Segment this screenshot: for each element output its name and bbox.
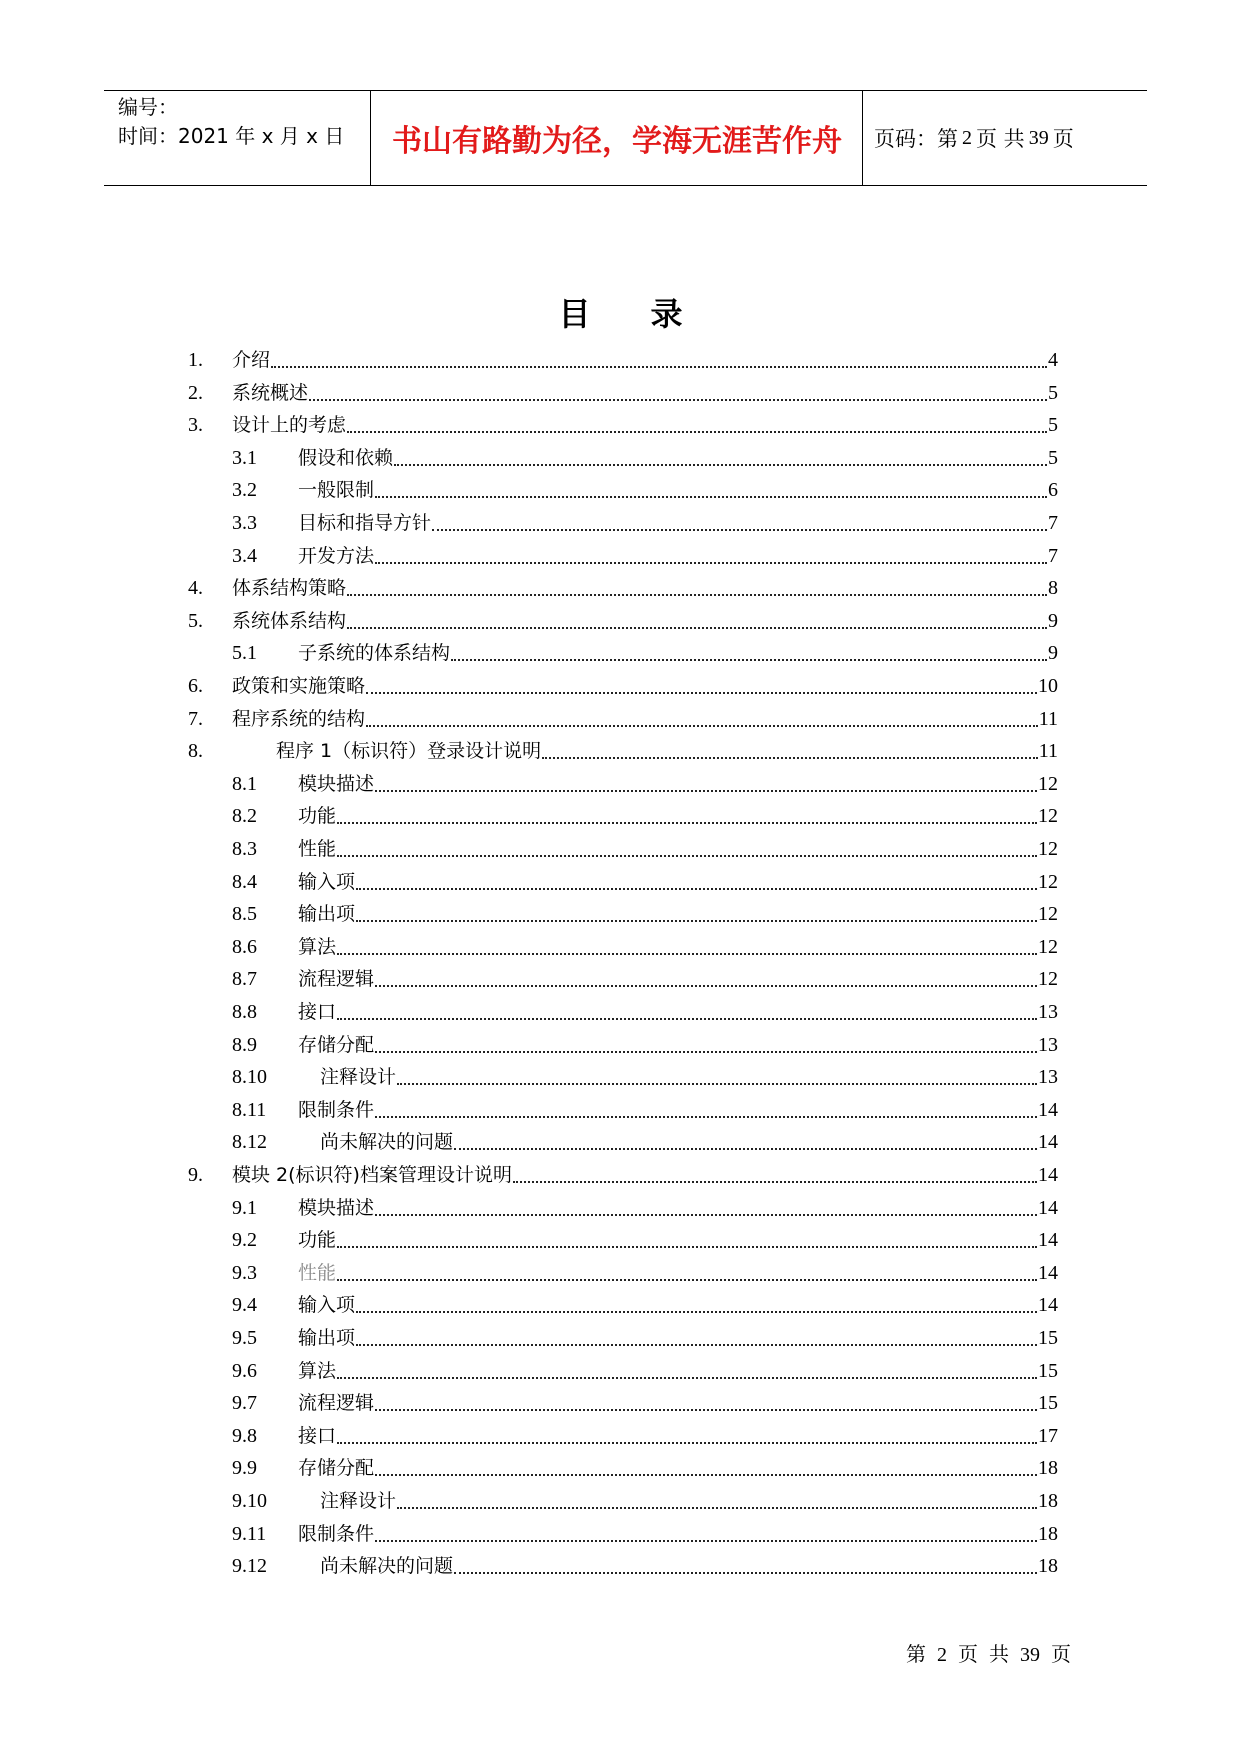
toc-row	[0, 474, 1241, 506]
toc-entry-title: 输入项	[298, 1294, 356, 1317]
toc-entry-page: 13	[1038, 1033, 1058, 1056]
toc-leader-dots	[454, 1572, 1037, 1574]
toc-entry-title: 尚未解决的问题	[320, 1555, 454, 1578]
toc-entry-page: 14	[1038, 1164, 1058, 1186]
toc-entry-link[interactable]	[298, 768, 1058, 800]
toc-row	[0, 768, 1241, 800]
toc-entry-number: 4.	[188, 577, 203, 600]
toc-entry-link[interactable]	[232, 377, 1058, 409]
toc-entry-link[interactable]	[298, 1322, 1058, 1354]
toc-entry-page: 15	[1038, 1392, 1058, 1415]
toc-entry-page: 12	[1038, 903, 1058, 926]
toc-entry-link[interactable]	[320, 1550, 1058, 1582]
toc-entry-number: 9.1	[232, 1196, 257, 1219]
header-page-number	[874, 91, 1074, 185]
toc-entry-number: 9.9	[232, 1457, 257, 1480]
toc-row	[0, 1192, 1241, 1224]
toc-entry-title: 尚未解决的问题	[320, 1131, 454, 1154]
toc-entry-page: 7	[1048, 544, 1058, 567]
toc-entry-link[interactable]	[298, 1289, 1058, 1321]
toc-title: 目录	[558, 295, 743, 333]
toc-entry-link[interactable]	[298, 1192, 1058, 1224]
toc-row	[0, 1550, 1241, 1582]
toc-entry-title: 介绍	[232, 349, 271, 371]
toc-entry-number: 9.2	[232, 1229, 257, 1252]
toc-row	[0, 507, 1241, 539]
toc-entry-link[interactable]	[298, 963, 1058, 995]
toc-entry-number: 8.11	[232, 1098, 267, 1121]
toc-row	[0, 409, 1241, 441]
toc-entry-link[interactable]	[298, 1518, 1058, 1550]
toc-row	[0, 1289, 1241, 1321]
toc-row	[0, 703, 1241, 735]
toc-row	[0, 637, 1241, 669]
toc-row	[0, 1257, 1241, 1289]
toc-entry-link[interactable]	[298, 1355, 1058, 1387]
toc-entry-link[interactable]	[232, 409, 1058, 441]
toc-row	[0, 1355, 1241, 1387]
toc-entry-number: 9.7	[232, 1392, 257, 1415]
toc-entry-title: 输出项	[298, 1327, 356, 1349]
toc-entry-page: 14	[1038, 1196, 1058, 1219]
toc-leader-dots	[432, 529, 1047, 531]
toc-row	[0, 996, 1241, 1028]
toc-entry-title: 输出项	[298, 903, 356, 926]
toc-leader-dots	[366, 692, 1037, 694]
toc-entry-link[interactable]	[298, 996, 1058, 1028]
toc-leader-dots	[347, 431, 1047, 433]
toc-row	[0, 1485, 1241, 1517]
toc-entry-number: 1.	[188, 349, 203, 371]
toc-entry-page: 10	[1038, 675, 1058, 697]
toc-row	[0, 866, 1241, 898]
toc-entry-page: 12	[1038, 935, 1058, 958]
toc-entry-number: 8.5	[232, 903, 257, 926]
toc-entry-title: 模块描述	[298, 772, 375, 795]
toc-leader-dots	[337, 1246, 1037, 1248]
toc-leader-dots	[356, 1311, 1037, 1313]
toc-row	[0, 442, 1241, 474]
toc-entry-link[interactable]	[298, 800, 1058, 832]
toc-entry-page: 15	[1038, 1327, 1058, 1349]
toc-leader-dots	[375, 562, 1047, 564]
toc-entry-number: 8.2	[232, 805, 257, 828]
toc-leader-dots	[337, 822, 1037, 824]
toc-entry-link[interactable]	[232, 703, 1058, 735]
toc-row	[0, 800, 1241, 832]
toc-row	[0, 898, 1241, 930]
toc-entry-number: 9.6	[232, 1359, 257, 1382]
toc-entry-link[interactable]	[298, 833, 1058, 865]
toc-row	[0, 572, 1241, 604]
toc-row	[0, 1061, 1241, 1093]
toc-entry-title: 功能	[298, 1229, 337, 1252]
toc-entry-page: 17	[1038, 1424, 1058, 1447]
toc-entry-page: 13	[1038, 1066, 1058, 1089]
toc-entry-number: 9.3	[232, 1261, 257, 1284]
toc-entry-link[interactable]	[320, 1126, 1058, 1158]
toc-entry-link[interactable]	[232, 670, 1058, 702]
toc-entry-page: 13	[1038, 1001, 1058, 1023]
toc-row	[0, 1518, 1241, 1550]
toc-entry-page: 9	[1048, 609, 1058, 632]
toc-entry-link[interactable]	[298, 931, 1058, 963]
toc-entry-title: 假设和依赖	[298, 446, 394, 469]
page-footer: 第 2 页 共 39 页	[906, 1644, 1071, 1666]
toc-entry-title: 目标和指导方针	[298, 512, 432, 534]
toc-entry-number: 9.4	[232, 1294, 257, 1317]
toc-entry-number: 8.7	[232, 968, 257, 991]
toc-leader-dots	[347, 594, 1047, 596]
page-prefix: 页码：第	[874, 127, 958, 151]
toc-entry-link[interactable]	[320, 1485, 1058, 1517]
toc-entry-page: 14	[1038, 1229, 1058, 1252]
toc-row	[0, 1126, 1241, 1158]
toc-entry-title: 注释设计	[320, 1490, 397, 1512]
toc-entry-page: 11	[1038, 740, 1058, 763]
toc-entry-title: 设计上的考虑	[232, 414, 347, 437]
toc-leader-dots	[451, 659, 1047, 661]
toc-row	[0, 1159, 1241, 1191]
toc-row	[0, 1029, 1241, 1061]
toc-entry-number: 8.8	[232, 1001, 257, 1023]
toc-entry-title: 算法	[298, 935, 337, 958]
toc-row	[0, 1094, 1241, 1126]
toc-leader-dots	[513, 1181, 1037, 1183]
toc-entry-link[interactable]	[298, 1224, 1058, 1256]
toc-leader-dots	[375, 1474, 1037, 1476]
toc-entry-link[interactable]	[298, 474, 1058, 506]
toc-entry-title: 政策和实施策略	[232, 675, 366, 697]
toc-entry-page: 18	[1038, 1490, 1058, 1512]
toc-row	[0, 377, 1241, 409]
toc-entry-link[interactable]	[298, 637, 1058, 669]
toc-entry-number: 3.4	[232, 544, 257, 567]
header-info	[118, 91, 368, 185]
toc-entry-link[interactable]	[232, 572, 1058, 604]
toc-entry-page: 5	[1048, 446, 1058, 469]
toc-entry-number: 9.	[188, 1164, 203, 1186]
page-total: 39	[1028, 126, 1049, 149]
toc-leader-dots	[375, 1214, 1037, 1216]
toc-entry-page: 5	[1048, 381, 1058, 404]
toc-row	[0, 931, 1241, 963]
toc-leader-dots	[397, 1507, 1037, 1509]
toc-entry-title: 接口	[298, 1424, 337, 1447]
toc-entry-link[interactable]	[298, 540, 1058, 572]
toc-entry-page: 14	[1038, 1131, 1058, 1154]
toc-entry-number: 3.1	[232, 446, 257, 469]
toc-entry-title: 限制条件	[298, 1522, 375, 1545]
toc-entry-title: 模块 2(标识符)档案管理设计说明	[232, 1164, 512, 1186]
toc-row	[0, 833, 1241, 865]
toc-entry-link[interactable]	[320, 1061, 1058, 1093]
toc-entry-title: 性能	[298, 1261, 337, 1284]
toc-entry-title: 输入项	[298, 870, 356, 893]
toc-entry-title: 一般限制	[298, 479, 375, 502]
toc-leader-dots	[337, 1377, 1037, 1379]
toc-entry-page: 15	[1038, 1359, 1058, 1382]
toc-entry-title: 性能	[298, 838, 337, 860]
toc-entry-number: 3.	[188, 414, 203, 437]
toc-entry-title: 程序系统的结构	[232, 707, 366, 730]
toc-leader-dots	[454, 1148, 1037, 1150]
toc-entry-number: 9.8	[232, 1424, 257, 1447]
toc-entry-page: 12	[1038, 772, 1058, 795]
toc-leader-dots	[542, 757, 1038, 759]
toc-leader-dots	[356, 1344, 1037, 1346]
page-suffix: 页	[1052, 127, 1074, 151]
toc-entry-page: 18	[1038, 1457, 1058, 1480]
toc-leader-dots	[337, 1279, 1037, 1281]
toc-entry-page: 5	[1048, 414, 1058, 437]
toc-entry-number: 7.	[188, 707, 203, 730]
toc-row	[0, 1452, 1241, 1484]
toc-leader-dots	[337, 1442, 1037, 1444]
toc-entry-title: 存储分配	[298, 1033, 375, 1056]
toc-entry-title: 系统概述	[232, 381, 309, 404]
toc-leader-dots	[366, 725, 1038, 727]
header-divider-right	[862, 91, 863, 185]
toc-entry-link[interactable]	[298, 1094, 1058, 1126]
toc-entry-title: 系统体系结构	[232, 609, 347, 632]
toc-entry-number: 9.5	[232, 1327, 257, 1349]
toc-leader-dots	[309, 399, 1047, 401]
toc-leader-dots	[337, 855, 1037, 857]
time-label: 时间：2021 年 x 月 x 日	[118, 124, 345, 148]
toc-entry-link[interactable]	[298, 1387, 1058, 1419]
toc-entry-title: 程序 1（标识符）登录设计说明	[276, 740, 542, 763]
toc-entry-number: 9.11	[232, 1522, 267, 1545]
toc-entry-link[interactable]	[298, 1420, 1058, 1452]
toc-entry-link[interactable]	[232, 1159, 1058, 1191]
toc-entry-page: 12	[1038, 968, 1058, 991]
toc-leader-dots	[397, 1083, 1037, 1085]
toc-leader-dots	[271, 366, 1047, 368]
toc-row	[0, 670, 1241, 702]
toc-entry-page: 9	[1048, 642, 1058, 665]
toc-entry-link[interactable]	[232, 344, 1058, 376]
toc-entry-page: 12	[1038, 838, 1058, 860]
toc-row	[0, 1224, 1241, 1256]
toc-entry-number: 8.1	[232, 772, 257, 795]
toc-leader-dots	[375, 790, 1037, 792]
toc-entry-link[interactable]	[298, 1257, 1058, 1289]
header-divider-left	[370, 91, 371, 185]
toc-leader-dots	[337, 953, 1037, 955]
toc-entry-link[interactable]	[298, 442, 1058, 474]
toc-entry-number: 8.10	[232, 1066, 267, 1089]
toc-leader-dots	[375, 496, 1047, 498]
toc-entry-number: 3.2	[232, 479, 257, 502]
toc-entry-page: 12	[1038, 805, 1058, 828]
toc-leader-dots	[337, 1018, 1037, 1020]
toc-entry-number: 9.12	[232, 1555, 267, 1578]
toc-entry-number: 8.4	[232, 870, 257, 893]
toc-entry-page: 18	[1038, 1522, 1058, 1545]
toc-entry-page: 8	[1048, 577, 1058, 600]
page-header	[104, 90, 1147, 186]
serial-number-label: 编号：	[118, 95, 178, 119]
toc-entry-title: 存储分配	[298, 1457, 375, 1480]
toc-entry-link[interactable]	[298, 898, 1058, 930]
toc-leader-dots	[375, 1540, 1037, 1542]
toc-row	[0, 735, 1241, 767]
toc-entry-number: 8.	[188, 740, 203, 763]
toc-entry-title: 限制条件	[298, 1098, 375, 1121]
toc-leader-dots	[356, 888, 1037, 890]
toc-entry-number: 2.	[188, 381, 203, 404]
toc-entry-title: 注释设计	[320, 1066, 397, 1089]
page-current: 2	[962, 126, 972, 149]
toc-leader-dots	[347, 627, 1047, 629]
toc-entry-number: 9.10	[232, 1490, 267, 1512]
toc-entry-title: 流程逻辑	[298, 968, 375, 991]
toc-entry-title: 开发方法	[298, 544, 375, 567]
toc-row	[0, 344, 1241, 376]
toc-entry-number: 5.1	[232, 642, 257, 665]
toc-entry-link[interactable]	[298, 507, 1058, 539]
toc-entry-number: 8.12	[232, 1131, 267, 1154]
toc-entry-link[interactable]	[232, 605, 1058, 637]
toc-entry-link[interactable]	[298, 866, 1058, 898]
toc-entry-link[interactable]	[276, 735, 1058, 767]
toc-entry-number: 5.	[188, 609, 203, 632]
toc-leader-dots	[356, 920, 1037, 922]
toc-leader-dots	[394, 464, 1047, 466]
toc-row	[0, 1387, 1241, 1419]
toc-entry-number: 8.3	[232, 838, 257, 860]
toc-entry-page: 14	[1038, 1098, 1058, 1121]
toc-row	[0, 540, 1241, 572]
toc-leader-dots	[375, 1051, 1037, 1053]
toc-leader-dots	[375, 1409, 1037, 1411]
header-motto: 书山有路勤为径，学海无涯苦作舟	[392, 124, 842, 159]
toc-entry-number: 8.6	[232, 935, 257, 958]
toc-row	[0, 605, 1241, 637]
toc-entry-page: 18	[1038, 1555, 1058, 1578]
toc-row	[0, 963, 1241, 995]
toc-entry-page: 14	[1038, 1261, 1058, 1284]
toc-entry-title: 算法	[298, 1359, 337, 1382]
toc-entry-title: 功能	[298, 805, 337, 828]
toc-entry-page: 6	[1048, 479, 1058, 502]
toc-leader-dots	[375, 1116, 1037, 1118]
toc-entry-title: 接口	[298, 1001, 337, 1023]
toc-entry-title: 体系结构策略	[232, 577, 347, 600]
toc-entry-page: 7	[1048, 512, 1058, 534]
page-mid: 页 共	[976, 127, 1025, 151]
toc-entry-page: 12	[1038, 870, 1058, 893]
toc-entry-page: 11	[1038, 707, 1058, 730]
toc-entry-link[interactable]	[298, 1029, 1058, 1061]
toc-row	[0, 1420, 1241, 1452]
toc-leader-dots	[375, 985, 1037, 987]
toc-entry-title: 模块描述	[298, 1196, 375, 1219]
toc-entry-title: 流程逻辑	[298, 1392, 375, 1415]
toc-entry-number: 8.9	[232, 1033, 257, 1056]
toc-entry-title: 子系统的体系结构	[298, 642, 451, 665]
toc-entry-page: 4	[1048, 349, 1058, 371]
toc-entry-number: 6.	[188, 675, 203, 697]
toc-entry-number: 3.3	[232, 512, 257, 534]
toc-entry-page: 14	[1038, 1294, 1058, 1317]
toc-entry-link[interactable]	[298, 1452, 1058, 1484]
toc-row	[0, 1322, 1241, 1354]
